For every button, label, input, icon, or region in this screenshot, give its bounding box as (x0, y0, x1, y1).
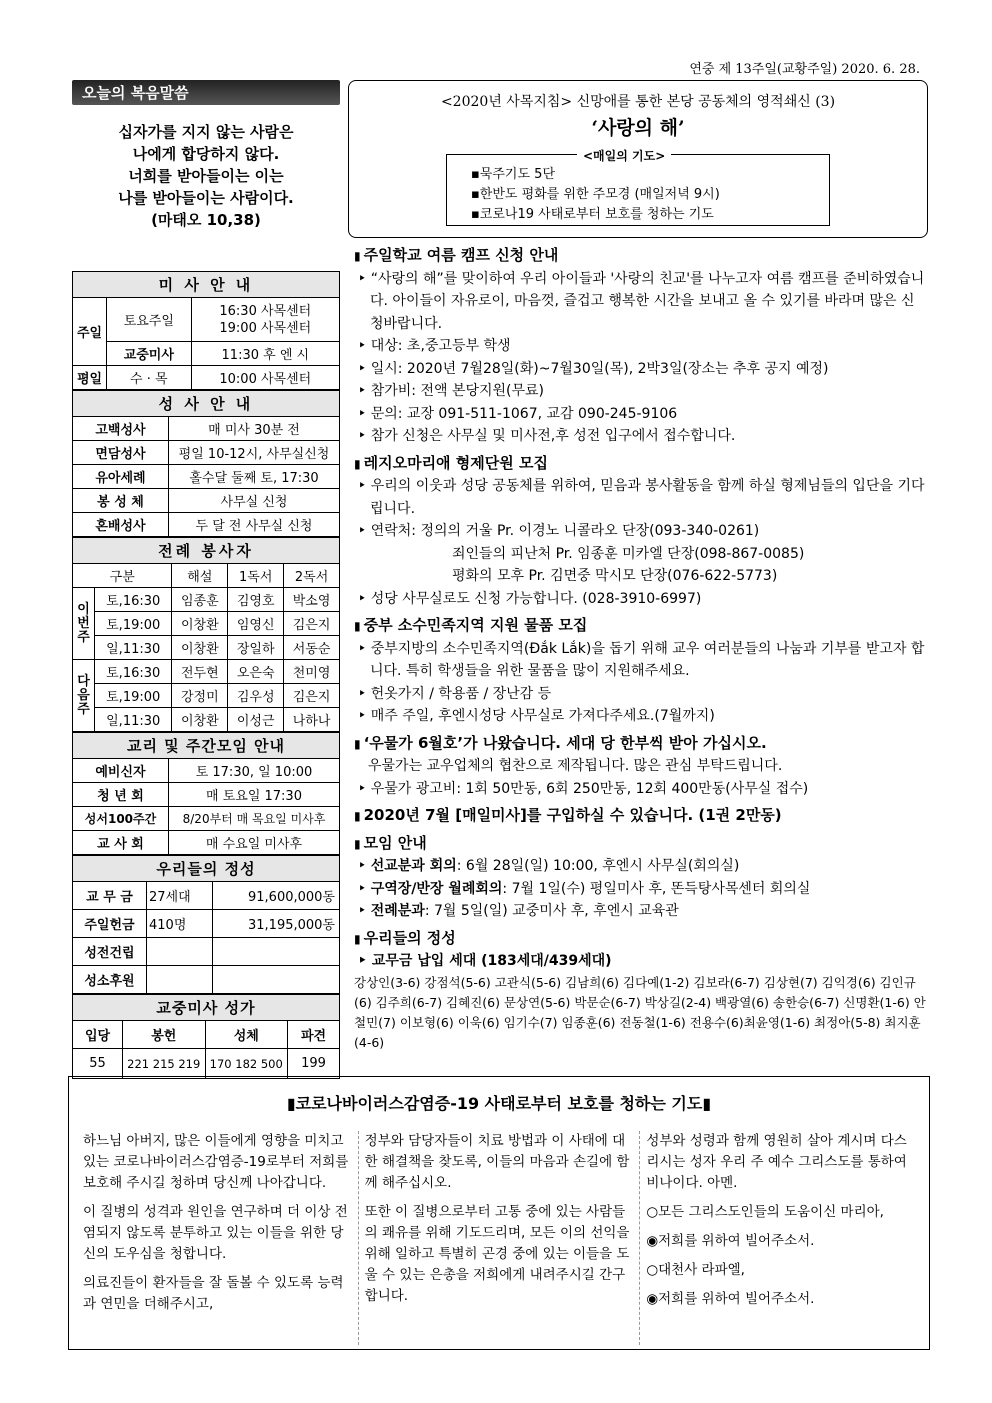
server-cell: 박소영 (284, 588, 340, 612)
hymn-header: 입당 (73, 1021, 123, 1049)
notice-heading: ▮ 주일학교 여름 캠프 신청 안내 (354, 244, 928, 268)
notice-item: ‣ 우물가 광고비: 1회 50만동, 6회 250만동, 12회 400만동(사무실 접수) (354, 778, 928, 801)
offering-key: 성전건립 (73, 938, 147, 966)
notice-item: 평화의 모후 Pr. 김면중 막시모 단장(076-622-5773) (452, 568, 778, 584)
notice-heading: ▮ 모임 안내 (354, 832, 928, 856)
server-cell: 일,11:30 (95, 708, 172, 732)
sacrament-key: 유아세례 (73, 465, 169, 489)
time-line: 16:30 사목센터 (219, 303, 312, 319)
notice-item: ‣ 참가 신청은 사무실 및 미사전,후 성전 입구에서 접수합니다. (354, 425, 928, 448)
prayer-paragraph: 정부와 담당자들이 치료 방법과 이 사태에 대한 해결책을 찾도록, 이들의 마음과 손길에 함께 해주십시오. (364, 1133, 630, 1191)
prayer-column (77, 1131, 358, 1345)
left-column (72, 80, 340, 1079)
servers-header: 1독서 (228, 564, 284, 588)
prayer-item: ▪코로나19 사태로부터 보호를 청하는 기도 (471, 207, 714, 222)
prayer-paragraph: ◉저희를 위하여 빌어주소서. (646, 1291, 815, 1307)
server-cell: 서동순 (284, 636, 340, 660)
main-mass-label: 교중미사 (107, 342, 192, 366)
notice-item: ‣ “사랑의 해”를 맞이하여 우리 아이들과 '사랑의 친교'를 나누고자 여름 캠프를 준비하였습니다. 아이들이 자유로이, 마음껏, 즐겁고 행복한 시간을 보내고 올 수 있기를 바라며 많은 신청바랍니다. (354, 268, 928, 336)
daily-prayer-box (446, 149, 830, 226)
notice-item (354, 855, 928, 878)
saturday-times (191, 298, 339, 342)
prayer-paragraph: 하느님 아버지, 많은 이들에게 영향을 미치고 있는 코로나바이러스감염증-19로부터 저희를 보호해 주시길 청하며 당신께 나아갑니다. (83, 1133, 349, 1191)
server-cell: 토,19:00 (95, 684, 172, 708)
notice-item: ‣ 교무금 납입 세대 (183세대/439세대) (354, 950, 928, 973)
server-cell: 전두현 (172, 660, 228, 684)
notice-heading: ▮ ‘우물가 6월호’가 나왔습니다. 세대 당 한부씩 받아 가십시오. (354, 732, 928, 756)
meeting-value: 토 17:30, 일 10:00 (169, 759, 340, 783)
server-cell: 강정미 (172, 684, 228, 708)
gospel-verse (72, 121, 340, 251)
prayer-column (358, 1131, 640, 1345)
meetings-table (72, 732, 340, 855)
server-cell: 이성근 (228, 708, 284, 732)
prayer-paragraph: ○대천사 라파엘, (646, 1262, 745, 1278)
notice-item: 죄인들의 피난처 Pr. 임종훈 미카엘 단장(098-867-0085) (452, 545, 805, 562)
meeting-name: 전례분과 (370, 903, 425, 919)
offering-count: 27세대 (147, 882, 213, 910)
notice-item: 우물가는 교우업체의 협찬으로 제작됩니다. 많은 관심 부탁드립니다. (368, 758, 783, 774)
hymns-title: 교중미사 성가 (73, 995, 340, 1021)
notice-item: ‣ 중부지방의 소수민족지역(Đắk Lắk)을 돕기 위해 교우 여러분들의 나눔과 기부를 받고자 합니다. 특히 학생들을 위한 물품을 많이 지원해주세요. (354, 638, 928, 683)
server-cell: 이창환 (172, 612, 228, 636)
offering-amount (213, 938, 340, 966)
gospel-line: 너희를 받아들이는 이는 (128, 167, 284, 185)
notice-heading: ▮ 레지오마리애 형제단원 모집 (354, 452, 928, 476)
notice-item: ‣ 참가비: 전액 본당지원(무료) (354, 380, 928, 403)
daily-prayer-title: <매일의 기도> (577, 146, 671, 166)
meeting-name: 선교분과 회의 (370, 858, 457, 874)
offering-count: 410명 (147, 910, 213, 938)
hymn-value: 199 (288, 1049, 340, 1079)
server-cell: 토,16:30 (95, 660, 172, 684)
notice-item: ‣ 우리의 이웃과 성당 공동체를 위하여, 믿음과 봉사활동을 함께 하실 형제님들의 입단을 기다립니다. (354, 475, 928, 520)
prayer-item: ▪묵주기도 5단 (471, 167, 556, 182)
servers-title: 전례 봉사자 (73, 538, 340, 564)
sacrament-value: 평일 10-12시, 사무실신청 (169, 441, 340, 465)
notice-item: ‣ 성당 사무실로도 신청 가능합니다. (028-3910-6997) (354, 588, 928, 611)
server-cell: 토,19:00 (95, 612, 172, 636)
theme-box (348, 80, 928, 238)
meeting-key: 예비신자 (73, 759, 169, 783)
sacrament-key: 면담성사 (73, 441, 169, 465)
server-cell: 오은숙 (228, 660, 284, 684)
servers-table (72, 537, 340, 732)
notice-heading: ▮ 중부 소수민족지역 지원 물품 모집 (354, 614, 928, 638)
theme-subtitle: <2020년 사목지침> 신망애를 통한 본당 공동체의 영적쇄신 (3) (440, 94, 836, 110)
prayer-paragraph: ◉저희를 위하여 빌어주소서. (646, 1233, 815, 1249)
server-cell: 이창환 (172, 708, 228, 732)
meeting-detail: : 7월 1일(수) 평일미사 후, 똔득탕사목센터 회의실 (502, 880, 811, 897)
server-cell: 토,16:30 (95, 588, 172, 612)
sunday-label: 주일 (73, 298, 107, 366)
offering-table (72, 855, 340, 994)
mass-title: 미 사 안 내 (73, 272, 340, 298)
offering-title: 우리들의 정성 (73, 856, 340, 882)
notice-item: ‣ 문의: 교장 091-511-1067, 교감 090-245-9106 (354, 403, 928, 426)
meeting-name: 구역장/반장 월례회의 (370, 880, 503, 897)
notice-item: ‣ 대상: 초,중고등부 학생 (354, 335, 928, 358)
offering-count (147, 938, 213, 966)
hymn-header: 파견 (288, 1021, 340, 1049)
gospel-line: 나를 받아들이는 사람이다. (118, 189, 294, 207)
sacrament-value: 사무실 신청 (169, 489, 340, 513)
right-column (348, 80, 928, 1053)
covid-prayer-box (68, 1076, 930, 1350)
meeting-value: 매 수요일 미사후 (169, 831, 340, 855)
weekday-label: 평일 (73, 366, 107, 390)
offering-amount (213, 966, 340, 994)
prayer-paragraph: 또한 이 질병으로부터 고통 중에 있는 사람들의 쾌유를 위해 기도드리며, 모든 이의 선익을 위해 일하고 특별히 곤경 중에 있는 이들을 도울 수 있는 은총을 저희에게 내려주시길 간구합니다. (364, 1204, 630, 1304)
offering-amount: 31,195,000동 (213, 910, 340, 938)
notice-item: ‣ 일시: 2020년 7월28일(화)~7월30일(목), 2박3일(장소는 추후 공지 예정) (354, 358, 928, 381)
weekday-time: 10:00 사목센터 (191, 366, 339, 390)
meetings-title: 교리 및 주간모임 안내 (73, 733, 340, 759)
prayer-column (639, 1131, 921, 1345)
meeting-key: 청 년 회 (73, 783, 169, 807)
main-mass-time: 11:30 후 엔 시 (191, 342, 339, 366)
meeting-value: 매 토요일 17:30 (169, 783, 340, 807)
meeting-detail: : 7월 5일(일) 교중미사 후, 후엔시 교육관 (424, 903, 679, 919)
next-week-label: 다음주 (73, 660, 95, 732)
notice-heading: ▮ 우리들의 정성 (354, 927, 928, 951)
bulletin-date: 연중 제 13주일(교황주일) 2020. 6. 28. (689, 62, 920, 77)
sacrament-value: 두 달 전 사무실 신청 (169, 513, 340, 537)
sacrament-value: 매 미사 30분 전 (169, 417, 340, 441)
sacrament-table (72, 390, 340, 537)
server-cell: 임종훈 (172, 588, 228, 612)
gospel-header: 오늘의 복음말씀 (72, 80, 340, 105)
hymn-value: 170 182 500 (205, 1049, 288, 1079)
saturday-label: 토요주일 (107, 298, 192, 342)
server-cell: 장일하 (228, 636, 284, 660)
sacrament-key: 봉 성 체 (73, 489, 169, 513)
meeting-detail: : 6월 28일(일) 10:00, 후엔시 사무실(회의실) (456, 858, 740, 874)
server-cell: 김은지 (284, 612, 340, 636)
server-cell: 김은지 (284, 684, 340, 708)
weekday-days: 수 · 목 (107, 366, 192, 390)
hymn-header: 성체 (205, 1021, 288, 1049)
covid-prayer-columns (77, 1131, 921, 1345)
server-cell: 김영호 (228, 588, 284, 612)
time-line: 19:00 사목센터 (219, 320, 312, 336)
notice-item: ‣ 헌옷가지 / 학용품 / 장난감 등 (354, 683, 928, 706)
donor-names: 강상인(3-6) 강점석(5-6) 고관식(5-6) 김남희(6) 김다예(1-2) 김보라(6-7) 김상현(7) 김익경(6) 김인규(6) 김주희(6-7) 김혜진(6) 문상연(5-6) 박문순(6-7) 박상길(2-4) 백광열(6) 송한승(6-7) 신명환(1-6) 안철민(7) 이보형(6) 이욱(6) 임기수(7) 임종훈(6) 전동철(1-6) 전용수(6)최윤영(1-6) 최정아(5-8) 최지훈(4-6) (354, 974, 926, 1050)
this-week-label: 이번주 (73, 588, 95, 660)
mass-table (72, 271, 340, 390)
offering-key: 주일헌금 (73, 910, 147, 938)
prayer-paragraph: 성부와 성령과 함께 영원히 살아 계시며 다스리시는 성자 우리 주 예수 그리스도를 통하여 비나이다. 아멘. (646, 1133, 907, 1191)
sacrament-key: 혼배성사 (73, 513, 169, 537)
offering-count (147, 966, 213, 994)
meeting-key: 교 사 회 (73, 831, 169, 855)
prayer-paragraph: 의료진들이 환자들을 잘 돌볼 수 있도록 능력과 연민을 더해주시고, (83, 1275, 344, 1312)
covid-prayer-title: ▮코로나바이러스감염증-19 사태로부터 보호를 청하는 기도▮ (286, 1094, 712, 1113)
servers-header: 구분 (73, 564, 172, 588)
notice-heading: ▮ 2020년 7월 [매일미사]를 구입하실 수 있습니다. (1권 2만동) (354, 804, 928, 828)
sacrament-title: 성 사 안 내 (73, 391, 340, 417)
hymn-value: 55 (73, 1049, 123, 1079)
server-cell: 이창환 (172, 636, 228, 660)
gospel-line: 나에게 합당하지 않다. (132, 145, 280, 163)
theme-title: ‘사랑의 해’ (591, 117, 685, 139)
server-cell: 임영신 (228, 612, 284, 636)
servers-header: 해설 (172, 564, 228, 588)
sacrament-key: 고백성사 (73, 417, 169, 441)
server-cell: 김우성 (228, 684, 284, 708)
notice-item (354, 878, 928, 901)
hymn-header: 봉헌 (123, 1021, 206, 1049)
hymn-value: 221 215 219 (123, 1049, 206, 1079)
notice-item: ‣ 연락처: 정의의 거울 Pr. 이경노 니콜라오 단장(093-340-0261) (354, 520, 928, 543)
offering-amount: 91,600,000동 (213, 882, 340, 910)
prayer-item: ▪한반도 평화를 위한 주모경 (매일저녁 9시) (471, 187, 720, 202)
servers-header: 2독서 (284, 564, 340, 588)
notice-item: ‣ 매주 주일, 후엔시성당 사무실로 가져다주세요.(7월까지) (354, 705, 928, 728)
offering-key: 성소후원 (73, 966, 147, 994)
offering-key: 교 무 금 (73, 882, 147, 910)
hymns-table (72, 994, 340, 1079)
sacrament-value: 홀수달 둘째 토, 17:30 (169, 465, 340, 489)
server-cell: 천미영 (284, 660, 340, 684)
prayer-paragraph: 이 질병의 성격과 원인을 연구하며 더 이상 전염되지 않도록 분투하고 있는 이들을 위한 당신의 도우심을 청합니다. (83, 1204, 348, 1262)
prayer-paragraph: ○모든 그리스도인들의 도움이신 마리아, (646, 1204, 884, 1220)
server-cell: 일,11:30 (95, 636, 172, 660)
notice-item (354, 900, 928, 923)
notices (348, 244, 928, 1053)
gospel-line: 십자가를 지지 않는 사람은 (118, 123, 294, 141)
meeting-key: 성서100주간 (73, 807, 169, 831)
server-cell: 나하나 (284, 708, 340, 732)
meeting-value: 8/20부터 매 목요일 미사후 (169, 807, 340, 831)
gospel-reference: (마태오 10,38) (151, 211, 261, 229)
